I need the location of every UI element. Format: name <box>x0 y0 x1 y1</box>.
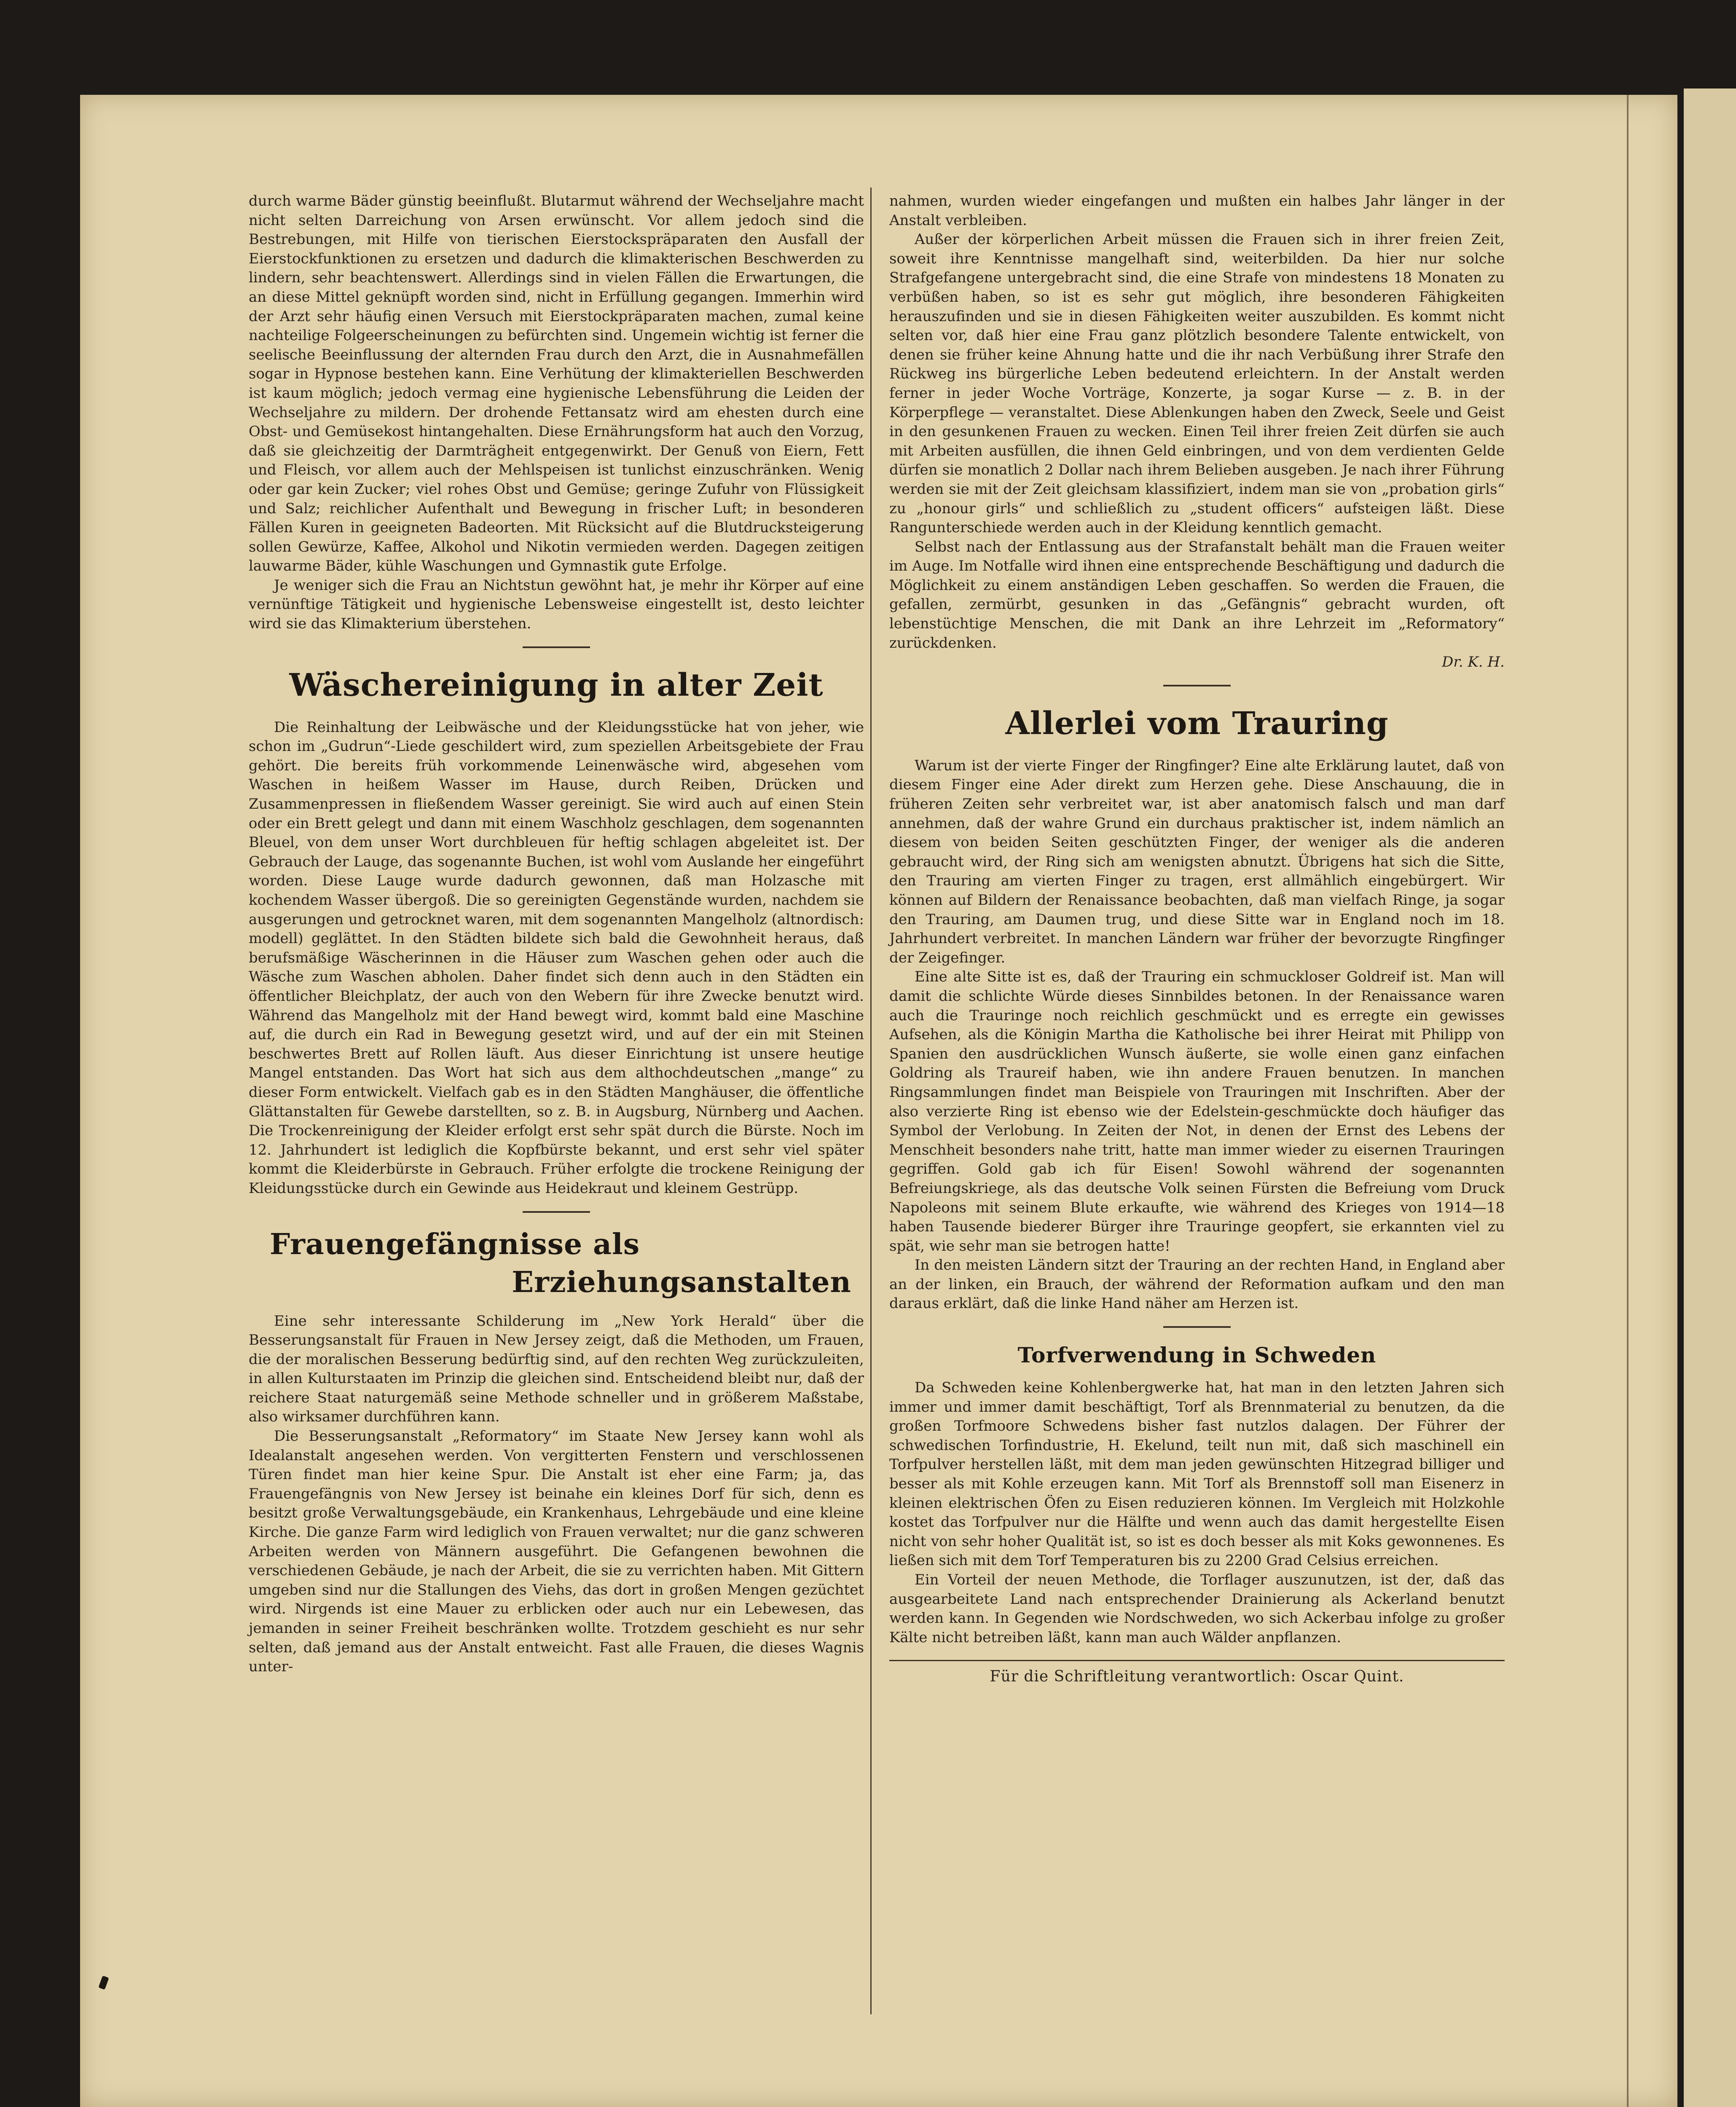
headline-trauring: Allerlei vom Trauring <box>1005 705 1389 742</box>
section-separator <box>523 646 590 648</box>
footer-separator <box>889 1660 1505 1661</box>
article-paragraph: Die Reinhaltung der Leibwäsche und der Kleidungsstücke hat von jeher, wie schon im „Gudrun“-Liede geschildert wird, zum speziellen Arbeitsgebiete der Frau gehört. Die bereits früh vorkommende Leinenwäsche wird, abgesehen vom Waschen in heißem Wasser im Hause, durch Reiben, Drücken und Zusammenpressen in fließendem Wasser gereinigt. Sie wird auch auf einen Stein oder ein Brett gelegt und dann mit einem Waschholz geschlagen, dem sogenannten Bleuel, von dem unser Wort durchbleuen für heftig schlagen abgeleitet ist. Der Gebrauch der Lauge, das sogenannte Buchen, ist wohl vom Auslande her eingeführt worden. Diese Lauge wurde dadurch gewonnen, daß man Holzasche mit kochendem Wasser übergoß. Die so gereinigten Gegenstände wurden, nachdem sie ausgerungen und getrocknet waren, mit dem sogenannten Mangelholz (altnordisch: modell) geglättet. In den Städten bildete sich bald die Gewohnheit heraus, daß berufsmäßige Wäscherinnen in die Häuser zum Waschen gehen oder auch die Wäsche zum Waschen abholen. Daher findet sich denn auch in den Städten ein öffentlicher Bleichplatz, der auch von den Webern für ihre Zwecke benutzt wird. Während das Mangelholz mit der Hand bewegt wird, kommt bald eine Maschine auf, die durch ein Rad in Bewegung gesetzt wird, und auf der ein mit Steinen beschwertes Brett auf Rollen läuft. Aus dieser Einrichtung ist unsere heutige Mangel entstanden. Das Wort hat sich aus dem althochdeutschen „mange“ zu dieser Form entwickelt. Vielfach gab es in den Städten Manghäuser, die öffentliche Glättanstalten für Gewebe darstellten, so z. B. in Augsburg, Nürnberg und Aachen. Die Trockenreinigung der Kleider erfolgt erst sehr spät durch die Bürste. Noch im 12. Jahrhundert ist lediglich die Kopfbürste bekannt, und erst sehr viel später kommt die Kleiderbürste in Gebrauch. Früher erfolgte die trockene Reinigung der Kleidungsstücke durch ein Gewinde aus Heidekraut und kleinem Gestrüpp. <box>249 718 864 1197</box>
headline-torfverwendung: Torfverwendung in Schweden <box>1017 1343 1376 1368</box>
article-paragraph: Die Besserungsanstalt „Reformatory“ im Staate New Jersey kann wohl als Idealanstalt angesehen werden. Von vergitterten Fenstern und verschlossenen Türen findet man hier keine Spur. Die Anstalt ist eher eine Farm; ja, das Frauengefängnis von New Jersey ist beinahe ein kleines Dorf für sich, denn es besitzt große Verwaltungsgebäude, ein Krankenhaus, Lehrgebäude und eine kleine Kirche. Die ganze Farm wird lediglich von Frauen verwaltet; nur die ganz schweren Arbeiten werden von Männern ausgeführt. Die Gefangenen bewohnen die verschiedenen Gebäude, je nach der Arbeit, die sie zu verrichten haben. Mit Gittern umgeben sind nur die Stallungen des Viehs, das dort in großen Mengen gezüchtet wird. Nirgends ist eine Mauer zu erblicken oder auch nur ein Lebewesen, das jemanden in seiner Freiheit beschränken wollte. Trotzdem geschieht es nur sehr selten, daß jemand aus der Anstalt entweicht. Fast alle Frauen, die dieses Wagnis unter- <box>249 1428 864 1675</box>
article-continuation-text: nahmen, wurden wieder eingefangen und mußten ein halbes Jahr länger in der Anstalt verbleiben. <box>889 193 1505 229</box>
headline-waeschereinigung: Wäschereinigung in alter Zeit <box>289 667 824 703</box>
editor-credit: Für die Schriftleitung verantwortlich: Oscar Quint. <box>990 1668 1404 1686</box>
column-divider <box>870 188 872 2014</box>
adjacent-page-edge <box>1684 88 1736 2107</box>
headline-frauengefaengnisse-line2: Erziehungsanstalten <box>512 1265 851 1299</box>
article-paragraph: Eine sehr interessante Schilderung im „New York Herald“ über die Besserungsanstalt für Frauen in New Jersey zeigt, daß die Methoden, um Frauen, die der moralischen Besserung bedürftig sind, auf den rechten Weg zurückzuleiten, in allen Kulturstaaten im Prinzip die gleichen sind. Entscheidend bleibt nur, daß der reichere Staat naturgemäß seine Methode schneller und in größerem Maßstabe, also wirksamer durchführen kann. <box>249 1312 864 1426</box>
article-paragraph: Da Schweden keine Kohlenbergwerke hat, hat man in den letzten Jahren sich immer und immer damit beschäftigt, Torf als Brennmaterial zu benutzen, da die großen Torfmoore Schwedens bisher fast nutzlos dalagen. Der Führer der schwedischen Torfindustrie, H. Ekelund, teilt nun mit, daß sich maschinell ein Torfpulver herstellen läßt, mit dem man jeden gewünschten Hitzegrad billiger und besser als mit Kohle erzeugen kann. Mit Torf als Brennstoff soll man Eisenerz in kleinen elektrischen Öfen zu Eisen reduzieren können. Im Vergleich mit Holzkohle kostet das Torfpulver nur die Hälfte und wenn auch das damit hergestellte Eisen nicht von sehr hoher Qualität ist, so ist es doch besser als mit Koks gewonnenes. Es ließen sich mit dem Torf Temperaturen bis zu 2200 Grad Celsius erreichen. <box>889 1379 1505 1569</box>
section-separator <box>1163 1326 1231 1328</box>
author-signature: Dr. K. H. <box>1442 654 1505 671</box>
right-column <box>889 192 1505 1686</box>
article-paragraph: Warum ist der vierte Finger der Ringfinger? Eine alte Erklärung lautet, daß von diesem Finger eine Ader direkt zum Herzen gehe. Diese Anschauung, die in früheren Zeiten sehr verbreitet war, ist aber anatomisch falsch und man darf annehmen, daß der wahre Grund ein durchaus praktischer ist, indem nämlich an diesem von beiden Seiten geschützten Finger, der weniger als die anderen gebraucht wird, der Ring sich am wenigsten abnutzt. Übrigens hat sich die Sitte, den Trauring am vierten Finger zu tragen, erst allmählich eingebürgert. Wir können auf Bildern der Renaissance beobachten, daß man vielfach Ringe, ja sogar den Trauring, am Daumen trug, und diese Sitte war in England noch im 18. Jahrhundert verbreitet. In manchen Ländern war früher der bevorzugte Ringfinger der Zeigefinger. <box>889 757 1505 966</box>
article-paragraph: Außer der körperlichen Arbeit müssen die Frauen sich in ihrer freien Zeit, soweit ihre Kenntnisse mangelhaft sind, weiterbilden. Da hier nur solche Strafgefangene untergebracht sind, die eine Strafe von mindestens 18 Monaten zu verbüßen haben, so ist es sehr gut möglich, ihre besonderen Fähigkeiten herauszufinden und sie in diesen Fähigkeiten weiter auszubilden. Es kommt nicht selten vor, daß hier eine Frau ganz plötzlich besondere Talente entwickelt, von denen sie früher keine Ahnung hatte und die ihr nach Verbüßung ihrer Strafe den Rückweg ins bürgerliche Leben bedeutend erleichtern. In der Anstalt werden ferner in jeder Woche Vorträge, Konzerte, ja sogar Kurse — z. B. in der Körperpflege — veranstaltet. Diese Ablenkungen haben den Zweck, Seele und Geist in den gesunkenen Frauen zu wecken. Einen Teil ihrer freien Zeit dürfen sie auch mit Arbeiten ausfüllen, die ihnen Geld einbringen, und von dem verdienten Gelde dürfen sie monatlich 2 Dollar nach ihrem Belieben ausgeben. Je nach ihrer Führung werden sie mit der Zeit gleichsam klassifiziert, indem man sie von „probation girls“ zu „honour girls“ und schließlich zu „student officers“ aufsteigen läßt. Diese Rangunterschiede werden auch in der Kleidung kenntlich gemacht. <box>889 231 1505 536</box>
article-paragraph: Ein Vorteil der neuen Methode, die Torflager auszunutzen, ist der, daß das ausgearbeitete Land nach entsprechender Drainierung als Ackerland benutzt werden kann. In Gegenden wie Nordschweden, wo sich Ackerbau infolge zu großer Kälte nicht betreiben läßt, kann man auch Wälder anpflanzen. <box>889 1571 1505 1646</box>
article-paragraph: Eine alte Sitte ist es, daß der Trauring ein schmuckloser Goldreif ist. Man will damit die schlichte Würde dieses Sinnbildes betonen. In der Renaissance waren auch die Trauringe noch reichlich geschmückt und es erregte ein gewisses Aufsehen, als die Königin Martha die Katholische bei ihrer Heirat mit Philipp von Spanien den ausdrücklichen Wunsch äußerte, sie wolle einen ganz einfachen Goldring als Traureif haben, wie ihn andere Frauen benutzen. In manchen Ringsammlungen findet man Beispiele von Trauringen mit Inschriften. Aber der also verzierte Ring ist ebenso wie der Edelstein-geschmückte doch häufiger das Symbol der Verlobung. In Zeiten der Not, in denen der Ernst des Lebens der Menschheit besonders nahe tritt, hatte man immer wieder zu eisernen Trauringen gegriffen. Gold gab ich für Eisen! Sowohl während der sogenannten Befreiungskriege, als das deutsche Volk seinen Fürsten die Befreiung vom Druck Napoleons mit seinem Blute erkaufte, wie während des Krieges von 1914—18 haben Tausende biederer Bürger ihre Trauringe geopfert, sie erkannten viel zu spät, wie sehr man sie betrogen hatte! <box>889 968 1505 1255</box>
article-paragraph: Je weniger sich die Frau an Nichtstun gewöhnt hat, je mehr ihr Körper auf eine vernünftige Tätigkeit und hygienische Lebensweise eingestellt ist, desto leichter wird sie das Klimakterium überstehen. <box>249 576 864 633</box>
section-separator <box>523 1211 590 1213</box>
article-paragraph: Selbst nach der Entlassung aus der Strafanstalt behält man die Frauen weiter im Auge. Im Notfalle wird ihnen eine entsprechende Beschäftigung und dadurch die Möglichkeit zu einem anständigen Leben geschaffen. So werden die Frauen, die gefallen, zermürbt, gesunken in das „Gefängnis“ gebracht wurden, oft lebenstüchtige Menschen, die mit Dank an ihre Lehrzeit im „Reformatory“ zurückdenken. <box>889 538 1505 651</box>
page-fold <box>1627 95 1629 2107</box>
headline-frauengefaengnisse-line1: Frauengefängnisse als <box>270 1227 640 1261</box>
article-paragraph: In den meisten Ländern sitzt der Trauring an der rechten Hand, in England aber an der linken, ein Brauch, der während der Reformation aufkam und den man daraus erklärt, daß die linke Hand näher am Herzen ist. <box>889 1257 1505 1312</box>
article-continuation-text: durch warme Bäder günstig beeinflußt. Blutarmut während der Wechseljahre macht nicht selten Darreichung von Arsen erwünscht. Vor allem jedoch sind die Bestrebungen, mit Hilfe von tierischen Eierstockspräparaten den Ausfall der Eierstockfunktionen zu ersetzen und dadurch die klimakterischen Beschwerden zu lindern, sehr beachtenswert. Allerdings sind in vielen Fällen die Erwartungen, die an diese Mittel geknüpft worden sind, nicht in Erfüllung gegangen. Immerhin wird der Arzt sehr häufig einen Versuch mit Eierstockpräparaten machen, zumal keine nachteilige Folgeerscheinungen zu befürchten sind. Ungemein wichtig ist ferner die seelische Beeinflussung der alternden Frau durch den Arzt, die in Ausnahmefällen sogar in Hypnose bestehen kann. Eine Verhütung der klimakteriellen Beschwerden ist kaum möglich; jedoch vermag eine hygienische Lebensführung die Leiden der Wechseljahre zu mildern. Der drohende Fettansatz wird am ehesten durch eine Obst- und Gemüsekost hintangehalten. Diese Ernährungsform hat auch den Vorzug, daß sie gleichzeitig der Darmträgheit entgegenwirkt. Der Genuß von Eiern, Fett und Fleisch, vor allem auch der Mehlspeisen ist tunlichst einzuschränken. Wenig oder gar kein Zucker; viel rohes Obst und Gemüse; geringe Zufuhr von Flüssigkeit und Salz; reichlicher Aufenthalt und Bewegung in frischer Luft; in besonderen Fällen Kuren in geeigneten Badeorten. Mit Rücksicht auf die Blutdrucksteigerung sollen Gewürze, Kaffee, Alkohol und Nikotin vermieden werden. Dagegen zeitigen lauwarme Bäder, kühle Waschungen und Gymnastik gute Erfolge. <box>249 193 864 575</box>
left-column <box>249 192 864 1677</box>
section-separator <box>1163 685 1231 686</box>
